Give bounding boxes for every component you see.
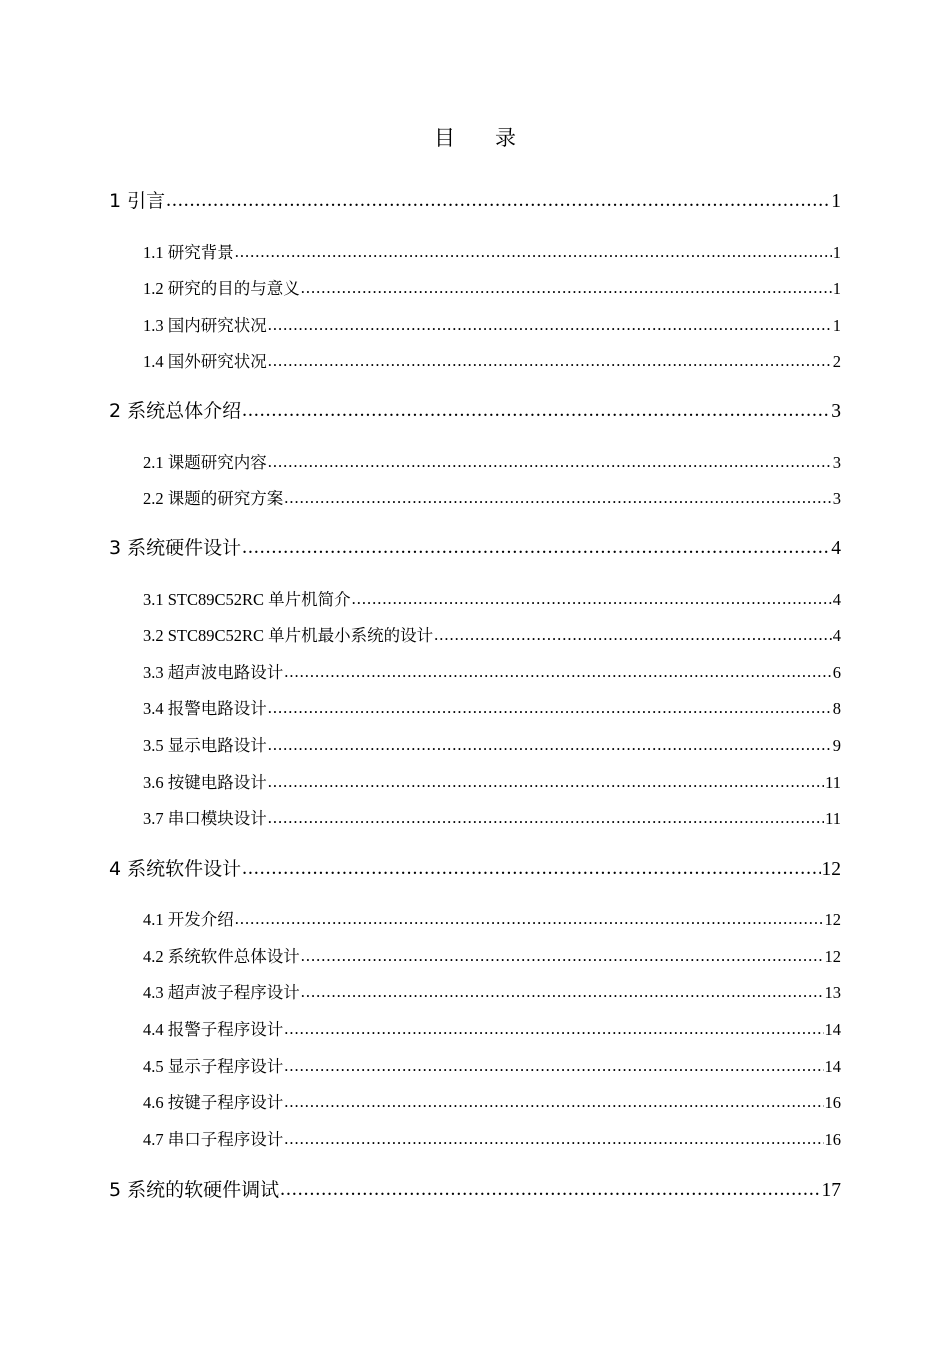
toc-entry-page-number: 6 <box>832 663 841 682</box>
toc-entry <box>143 622 841 646</box>
toc-entry-label: 3.4 报警电路设计 <box>143 699 267 718</box>
dot-leader <box>235 909 824 929</box>
dot-leader <box>284 1056 823 1076</box>
toc-entry-page-number: 3 <box>832 453 841 472</box>
toc-entry-page-number: 16 <box>824 1130 841 1149</box>
toc-entry-label: 5 系统的软硬件调试 <box>109 1179 280 1201</box>
toc-entry-label: 3 系统硬件设计 <box>109 537 242 559</box>
toc-entry-page-number: 11 <box>825 809 841 828</box>
toc-entry <box>143 805 841 829</box>
toc-entry-page-number: 14 <box>824 1020 841 1039</box>
toc-entry <box>109 1175 841 1202</box>
toc-entry-label: 2.2 课题的研究方案 <box>143 489 284 508</box>
dot-leader <box>284 488 832 508</box>
dot-leader <box>268 735 832 755</box>
toc-entry-label: 4.6 按键子程序设计 <box>143 1093 284 1112</box>
toc-entry <box>143 1016 841 1040</box>
dot-leader <box>242 400 830 422</box>
toc-entry-label: 4.2 系统软件总体设计 <box>143 947 300 966</box>
dot-leader <box>284 1129 823 1149</box>
toc-entry <box>143 732 841 756</box>
toc-entry <box>109 854 841 881</box>
toc-entry-label: 1.2 研究的目的与意义 <box>143 279 300 298</box>
toc-entry <box>143 239 841 263</box>
dot-leader <box>434 625 832 645</box>
toc-entry-page-number: 3 <box>831 401 841 422</box>
toc-entry-label: 4.4 报警子程序设计 <box>143 1020 284 1039</box>
toc-entry-label: 3.1 STC89C52RC 单片机简介 <box>143 590 351 609</box>
dot-leader <box>242 537 830 559</box>
dot-leader <box>268 698 832 718</box>
toc-entry-page-number: 1 <box>832 243 841 262</box>
toc-entry <box>143 979 841 1003</box>
dot-leader <box>284 662 832 682</box>
dot-leader <box>352 589 832 609</box>
dot-leader <box>268 351 832 371</box>
toc-entry <box>143 695 841 719</box>
toc-entry <box>143 1089 841 1113</box>
toc-entry <box>143 312 841 336</box>
dot-leader <box>268 452 832 472</box>
toc-entry-label: 1.1 研究背景 <box>143 243 234 262</box>
toc-entry-page-number: 4 <box>831 538 841 559</box>
dot-leader <box>301 982 824 1002</box>
toc-entry-label: 1 引言 <box>109 190 166 212</box>
toc-entry-page-number: 12 <box>821 859 841 880</box>
toc-entry-label: 3.2 STC89C52RC 单片机最小系统的设计 <box>143 626 434 645</box>
toc-entry-label: 2.1 课题研究内容 <box>143 453 267 472</box>
toc-entry <box>143 275 841 299</box>
toc-entry <box>143 449 841 473</box>
dot-leader <box>166 190 830 212</box>
toc-entry-page-number: 1 <box>832 279 841 298</box>
toc-entry-label: 1.3 国内研究状况 <box>143 316 267 335</box>
dot-leader <box>280 1179 820 1201</box>
dot-leader <box>268 315 832 335</box>
toc-entry-page-number: 12 <box>824 947 841 966</box>
toc-entry-page-number: 1 <box>831 191 841 212</box>
toc-entry-label: 4.3 超声波子程序设计 <box>143 983 300 1002</box>
toc-entry <box>143 586 841 610</box>
toc-entry-page-number: 3 <box>832 489 841 508</box>
toc-entry-page-number: 2 <box>832 352 841 371</box>
toc-entry <box>143 769 841 793</box>
toc-entry-label: 4.1 开发介绍 <box>143 910 234 929</box>
toc-entry-page-number: 17 <box>821 1180 841 1201</box>
toc-entry-page-number: 1 <box>832 316 841 335</box>
toc-entry <box>109 533 841 560</box>
toc-entry <box>143 659 841 683</box>
toc-title: 目录 <box>434 126 556 150</box>
toc-entry-page-number: 14 <box>824 1057 841 1076</box>
toc-entry-label: 4.7 串口子程序设计 <box>143 1130 284 1149</box>
toc-entry-label: 4.5 显示子程序设计 <box>143 1057 284 1076</box>
toc-entry <box>143 485 841 509</box>
toc-entry-label: 3.3 超声波电路设计 <box>143 663 284 682</box>
toc-entry-label: 1.4 国外研究状况 <box>143 352 267 371</box>
dot-leader <box>242 858 820 880</box>
dot-leader <box>284 1019 823 1039</box>
dot-leader <box>301 278 832 298</box>
dot-leader <box>301 946 824 966</box>
dot-leader <box>268 808 824 828</box>
toc-entry-page-number: 8 <box>832 699 841 718</box>
toc-entry-label: 4 系统软件设计 <box>109 858 242 880</box>
toc-entry-page-number: 16 <box>824 1093 841 1112</box>
toc-entry-page-number: 4 <box>832 626 841 645</box>
toc-entry <box>143 1053 841 1077</box>
toc-entry-label: 3.7 串口模块设计 <box>143 809 267 828</box>
dot-leader <box>268 772 824 792</box>
toc-entry-page-number: 12 <box>824 910 841 929</box>
toc-entry <box>143 348 841 372</box>
toc-entry <box>143 906 841 930</box>
toc-entry-page-number: 11 <box>825 773 841 792</box>
dot-leader <box>284 1092 823 1112</box>
toc-entry <box>143 1126 841 1150</box>
toc-entry-page-number: 13 <box>824 983 841 1002</box>
dot-leader <box>235 242 832 262</box>
toc-entry-page-number: 4 <box>832 590 841 609</box>
toc-entry-label: 3.6 按键电路设计 <box>143 773 267 792</box>
toc-entry-label: 3.5 显示电路设计 <box>143 736 267 755</box>
toc-entry <box>109 396 841 423</box>
toc-entry <box>143 943 841 967</box>
toc-entry-label: 2 系统总体介绍 <box>109 400 242 422</box>
toc-entry <box>109 186 841 213</box>
toc-entry-page-number: 9 <box>832 736 841 755</box>
